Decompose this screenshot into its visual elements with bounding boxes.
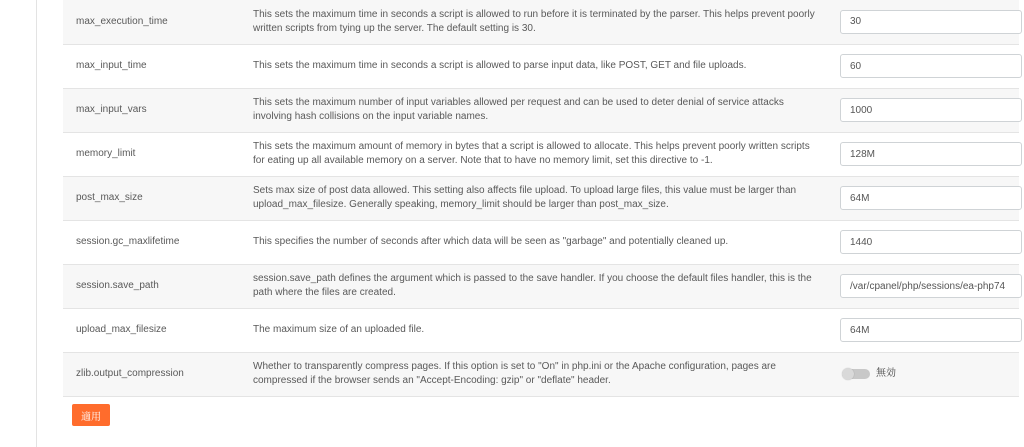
memory-limit-input[interactable] <box>840 142 1022 166</box>
setting-name: max_input_vars <box>63 88 241 132</box>
setting-name: upload_max_filesize <box>63 308 241 352</box>
setting-description: Whether to transparently compress pages. If this option is set to "On" in php.ini or the Apache configuration, pages are compressed if the browser sends an "Accept-Encoding: gzip" or "deflate" header. <box>241 352 828 396</box>
setting-description: This sets the maximum amount of memory in bytes that a script is allowed to allocate. This helps prevent poorly written scripts for eating up all available memory on a server. Note that to have no memory limit, set this directive to -1. <box>241 132 828 176</box>
php-settings-table <box>63 0 1019 397</box>
setting-description: This sets the maximum time in seconds a script is allowed to parse input data, like POST, GET and file uploads. <box>241 44 828 88</box>
zlib-output-compression-control <box>840 367 1019 381</box>
table-row <box>63 132 1019 176</box>
setting-description: This specifies the number of seconds after which data will be seen as "garbage" and potentially cleaned up. <box>241 220 828 264</box>
setting-name: memory_limit <box>63 132 241 176</box>
table-row <box>63 308 1019 352</box>
post-max-size-input[interactable] <box>840 186 1022 210</box>
setting-description: Sets max size of post data allowed. This setting also affects file upload. To upload large files, this value must be larger than upload_max_filesize. Generally speaking, memory_limit should be larger than post_max_size. <box>241 176 828 220</box>
session-gc-maxlifetime-input[interactable] <box>840 230 1022 254</box>
toggle-knob <box>842 368 854 380</box>
setting-name: max_execution_time <box>63 0 241 44</box>
table-row <box>63 264 1019 308</box>
zlib-output-compression-toggle[interactable] <box>842 369 870 379</box>
table-row <box>63 0 1019 44</box>
table-row <box>63 176 1019 220</box>
upload-max-filesize-input[interactable] <box>840 318 1022 342</box>
setting-description: session.save_path defines the argument which is passed to the save handler. If you choose the default files handler, this is the path where the files are created. <box>241 264 828 308</box>
table-row <box>63 352 1019 396</box>
setting-name: max_input_time <box>63 44 241 88</box>
setting-name: session.save_path <box>63 264 241 308</box>
max-execution-time-input[interactable] <box>840 10 1022 34</box>
table-row <box>63 88 1019 132</box>
table-row <box>63 44 1019 88</box>
session-save-path-input[interactable] <box>840 274 1022 298</box>
setting-description: This sets the maximum time in seconds a script is allowed to run before it is terminated by the parser. This helps prevent poorly written scripts from tying up the server. The default setting is 30. <box>241 0 828 44</box>
setting-name: session.gc_maxlifetime <box>63 220 241 264</box>
setting-description: The maximum size of an uploaded file. <box>241 308 828 352</box>
toggle-state-label: 無効 <box>876 368 896 379</box>
max-input-vars-input[interactable] <box>840 98 1022 122</box>
setting-name: zlib.output_compression <box>63 352 241 396</box>
setting-name: post_max_size <box>63 176 241 220</box>
apply-button[interactable]: 適用 <box>72 404 110 426</box>
max-input-time-input[interactable] <box>840 54 1022 78</box>
content-left-border <box>36 0 37 447</box>
setting-description: This sets the maximum number of input variables allowed per request and can be used to deter denial of service attacks involving hash collisions on the input variable names. <box>241 88 828 132</box>
table-row <box>63 220 1019 264</box>
